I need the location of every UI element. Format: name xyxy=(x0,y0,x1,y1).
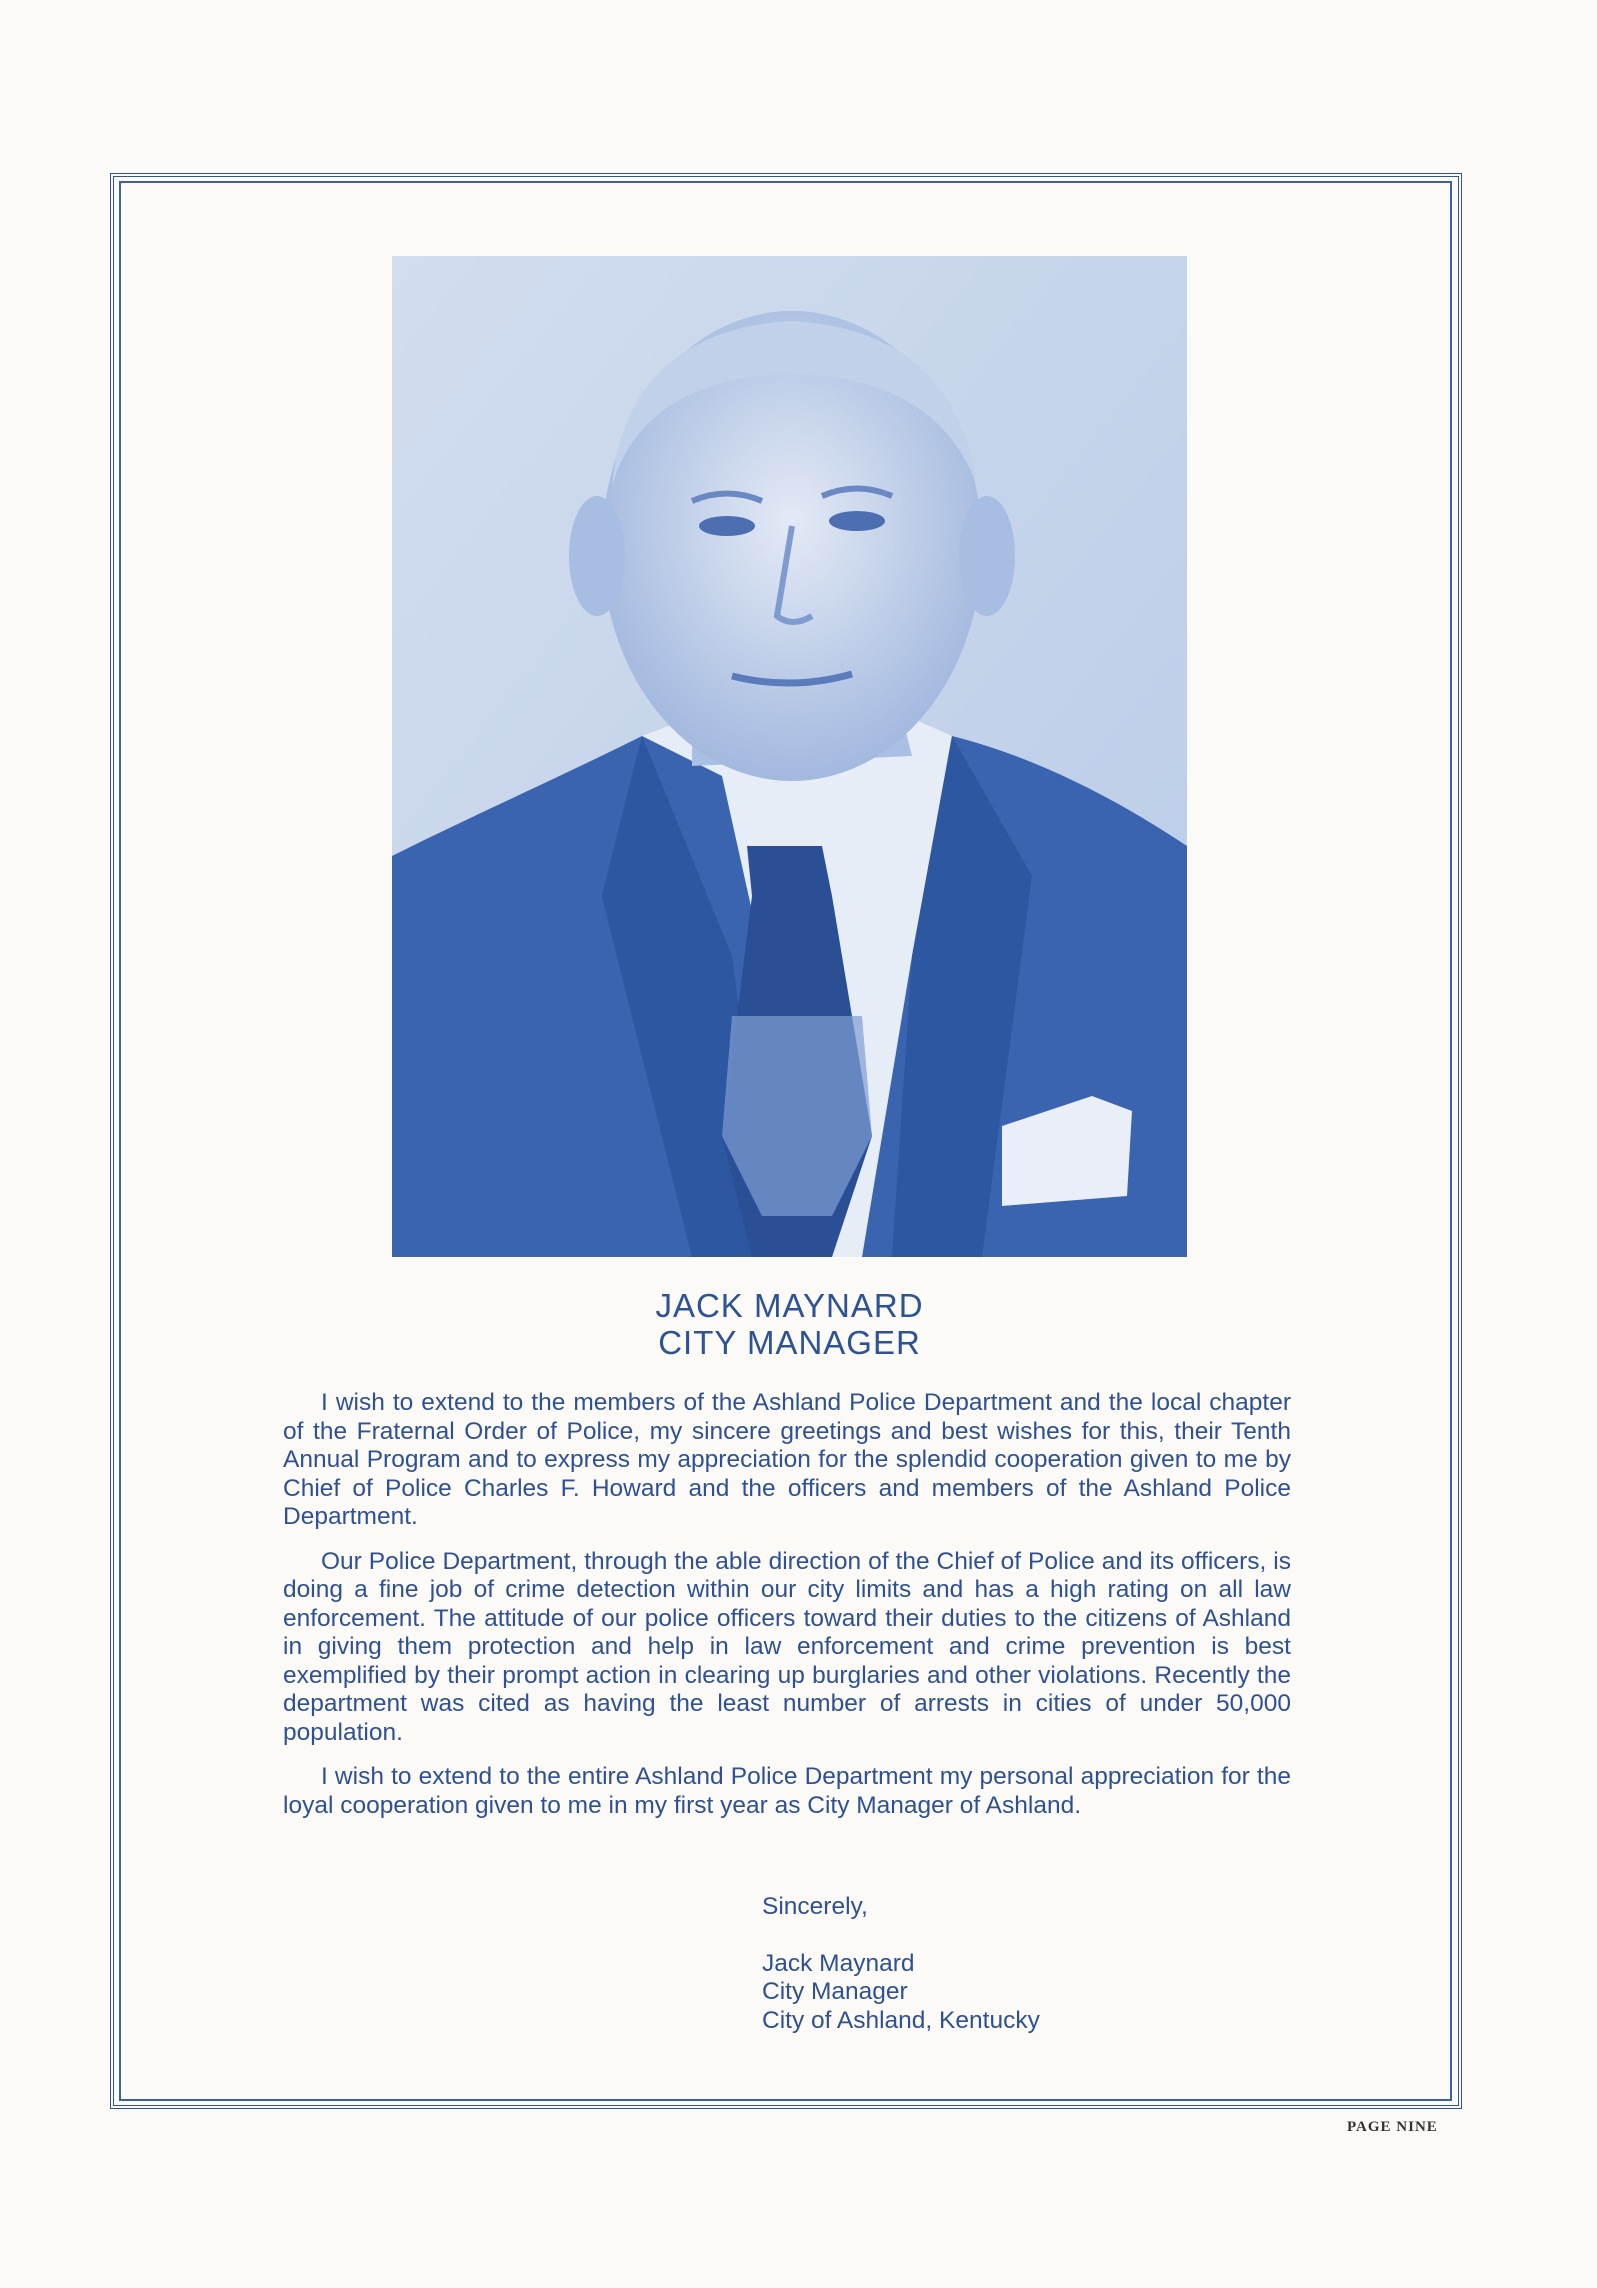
caption-title: CITY MANAGER xyxy=(658,1324,921,1361)
letter-body xyxy=(283,1389,1291,1836)
portrait-photo xyxy=(392,256,1187,1257)
letter-paragraph: I wish to extend to the entire Ashland Police Department my personal appreciation for the loyal cooperation given to me in my first year as City Manager of Ashland. xyxy=(283,1763,1291,1819)
signature-title: City Manager xyxy=(762,1978,908,2005)
letter-closing xyxy=(762,1893,1040,2035)
caption xyxy=(392,1287,1187,1361)
page-number: PAGE NINE xyxy=(1347,2119,1438,2135)
portrait-illustration xyxy=(392,256,1187,1257)
signature-name: Jack Maynard xyxy=(762,1949,915,1977)
letter-paragraph: I wish to extend to the members of the Ashland Police Department and the local chapter of the Fraternal Order of Police, my sincere greetings and best wishes for this, their Tenth Annual Program and to express my appreciation for the splendid cooperation given to me by Chief of Police Charles F. Howard and the officers and members of the Ashland Police Department. xyxy=(283,1389,1291,1530)
closing-salutation: Sincerely, xyxy=(762,1893,868,1920)
letter-paragraph: Our Police Department, through the able direction of the Chief of Police and its officers, is doing a fine job of crime detection within our city limits and has a high rating on all law enforcement. The attitude of our police officers toward their duties to the citizens of Ashland in giving them protection and help in law enforcement and crime prevention is best exemplified by their prompt action in clearing up burglaries and other violations. Recently the department was cited as having the least number of arrests in cities of under 50,000 population. xyxy=(283,1547,1291,1746)
caption-name: JACK MAYNARD xyxy=(655,1287,924,1324)
signature-city: City of Ashland, Kentucky xyxy=(762,2006,1040,2034)
signature-block xyxy=(762,1950,1040,2036)
